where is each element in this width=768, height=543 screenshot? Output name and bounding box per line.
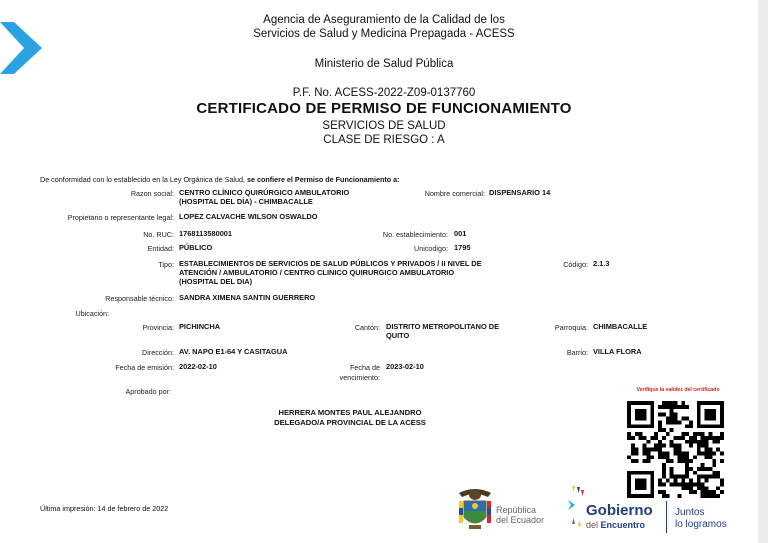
ruc-value: 1768113580001: [179, 229, 233, 238]
establecimiento-label: No. establecimiento:: [382, 230, 448, 239]
provincia-value: PICHINCHA: [179, 322, 221, 331]
responsable-label: Responsable técnico:: [105, 294, 174, 303]
vencimiento-label: [340, 363, 380, 383]
tipo-line-1: ESTABLECIMIENTOS DE SERVICIOS DE SALUD PÚBLICOS Y PRIVADOS / II NIVEL DE: [179, 259, 482, 268]
agency-name: [0, 13, 768, 41]
ubicacion-label: Ubicación:: [75, 309, 109, 318]
ruc-label: No. RUC:: [143, 230, 174, 239]
razon-social-value: [179, 188, 349, 206]
verify-text: Verifique la validez del certificado: [636, 387, 720, 393]
unicodigo-label: Unicodigo:: [414, 244, 448, 253]
emision-label: Fecha de emisión:: [115, 363, 174, 372]
juntos-line-2: lo logramos: [675, 519, 727, 530]
propietario-value: LOPEZ CALVACHE WILSON OSWALDO: [179, 212, 318, 221]
aprobado-label: Aprobado por:: [125, 387, 171, 396]
agency-line-1: Agencia de Aseguramiento de la Calidad de los: [263, 14, 505, 26]
services-block: [0, 119, 768, 147]
intro-plain: De conformidad con lo establecido en la Ley Orgánica de Salud,: [40, 175, 245, 184]
encuentro-text: [586, 520, 645, 530]
responsable-value: SANDRA XIMENA SANTIN GUERRERO: [179, 293, 316, 302]
qr-code-icon[interactable]: [627, 401, 724, 498]
direccion-label: Dirección:: [142, 348, 174, 357]
razon-social-label: Razon social:: [130, 189, 174, 198]
logo-divider: [666, 501, 667, 533]
propietario-label: Propietario o representante legal:: [67, 213, 174, 222]
razon-social-line-1: CENTRO CLÍNICO QUIRÚRGICO AMBULATORIO: [179, 188, 350, 197]
agency-line-2: Servicios de Salud y Medicina Prepagada - ACESS: [253, 28, 515, 40]
juntos-line-1: Juntos: [675, 507, 705, 518]
juntos-slogan: [675, 507, 727, 531]
ecuador-coat-of-arms-icon: [455, 485, 495, 535]
approver-name: HERRERA MONTES PAUL ALEJANDRO: [278, 408, 422, 417]
page-edge: [758, 0, 768, 543]
tipo-value: [179, 259, 482, 286]
pf-number: P.F. No. ACESS-2022-Z09-0137760: [292, 87, 476, 99]
canton-line-2: QUITO: [386, 331, 410, 340]
parroquia-label: Parroquia:: [554, 323, 588, 332]
intro-bold: se confiere el Permiso de Funcionamiento a:: [246, 175, 400, 184]
barrio-label: Barrio:: [566, 348, 588, 357]
approver-role: DELEGADO/A PROVINCIAL DE LA ACESS: [274, 418, 426, 427]
gobierno-encuentro-mark-icon: [566, 486, 586, 532]
republica-line-2: del Ecuador: [496, 515, 545, 525]
services-label: SERVICIOS DE SALUD: [322, 120, 446, 132]
encuentro-word: Encuentro: [600, 520, 646, 530]
republica-line-1: República: [496, 505, 537, 515]
nombre-comercial-value: DISPENSARIO 14: [489, 188, 551, 197]
last-printed: Última impresión: 14 de febrero de 2022: [40, 504, 169, 513]
barrio-value: VILLA FLORA: [593, 347, 642, 356]
tipo-label: Tipo:: [158, 260, 174, 269]
direccion-value: AV. NAPO E1-64 Y CASITAGUA: [179, 347, 288, 356]
ministry-name: Ministerio de Salud Pública: [314, 58, 454, 70]
tipo-line-2: ATENCIÓN / AMBULATORIO / CENTRO CLINICO QUIRURGICO AMBULATORIO: [179, 268, 455, 277]
establecimiento-value: 001: [454, 229, 467, 238]
entidad-value: PÚBLICO: [179, 243, 213, 252]
vencimiento-value: 2023-02-10: [386, 362, 424, 371]
codigo-value: 2.1.3: [593, 259, 610, 268]
gobierno-text: Gobierno: [586, 502, 653, 519]
canton-label: Cantón:: [354, 323, 380, 332]
vencimiento-label-line-1: Fecha de: [350, 363, 380, 372]
entidad-label: Entidad:: [147, 244, 174, 253]
risk-class: CLASE DE RIESGO : A: [323, 134, 445, 146]
vencimiento-label-line-2: vencimiento:: [339, 373, 380, 382]
parroquia-value: CHIMBACALLE: [593, 322, 648, 331]
emision-value: 2022-02-10: [179, 362, 217, 371]
certificate-title: CERTIFICADO DE PERMISO DE FUNCIONAMIENTO: [196, 100, 572, 117]
codigo-label: Código:: [563, 260, 588, 269]
approver-block: [200, 408, 500, 428]
republica-ecuador-text: [496, 505, 544, 525]
canton-line-1: DISTRITO METROPOLITANO DE: [386, 322, 500, 331]
razon-social-line-2: (HOSPITAL DEL DÍA) - CHIMBACALLE: [179, 197, 313, 206]
del-text: del: [586, 520, 599, 530]
provincia-label: Provincia:: [142, 323, 174, 332]
tipo-line-3: (HOSPITAL DEL DIA): [179, 277, 253, 286]
nombre-comercial-label: Nombre comercial:: [424, 189, 485, 198]
canton-value: [386, 322, 499, 340]
unicodigo-value: 1795: [454, 243, 471, 252]
intro-text: [40, 175, 400, 184]
